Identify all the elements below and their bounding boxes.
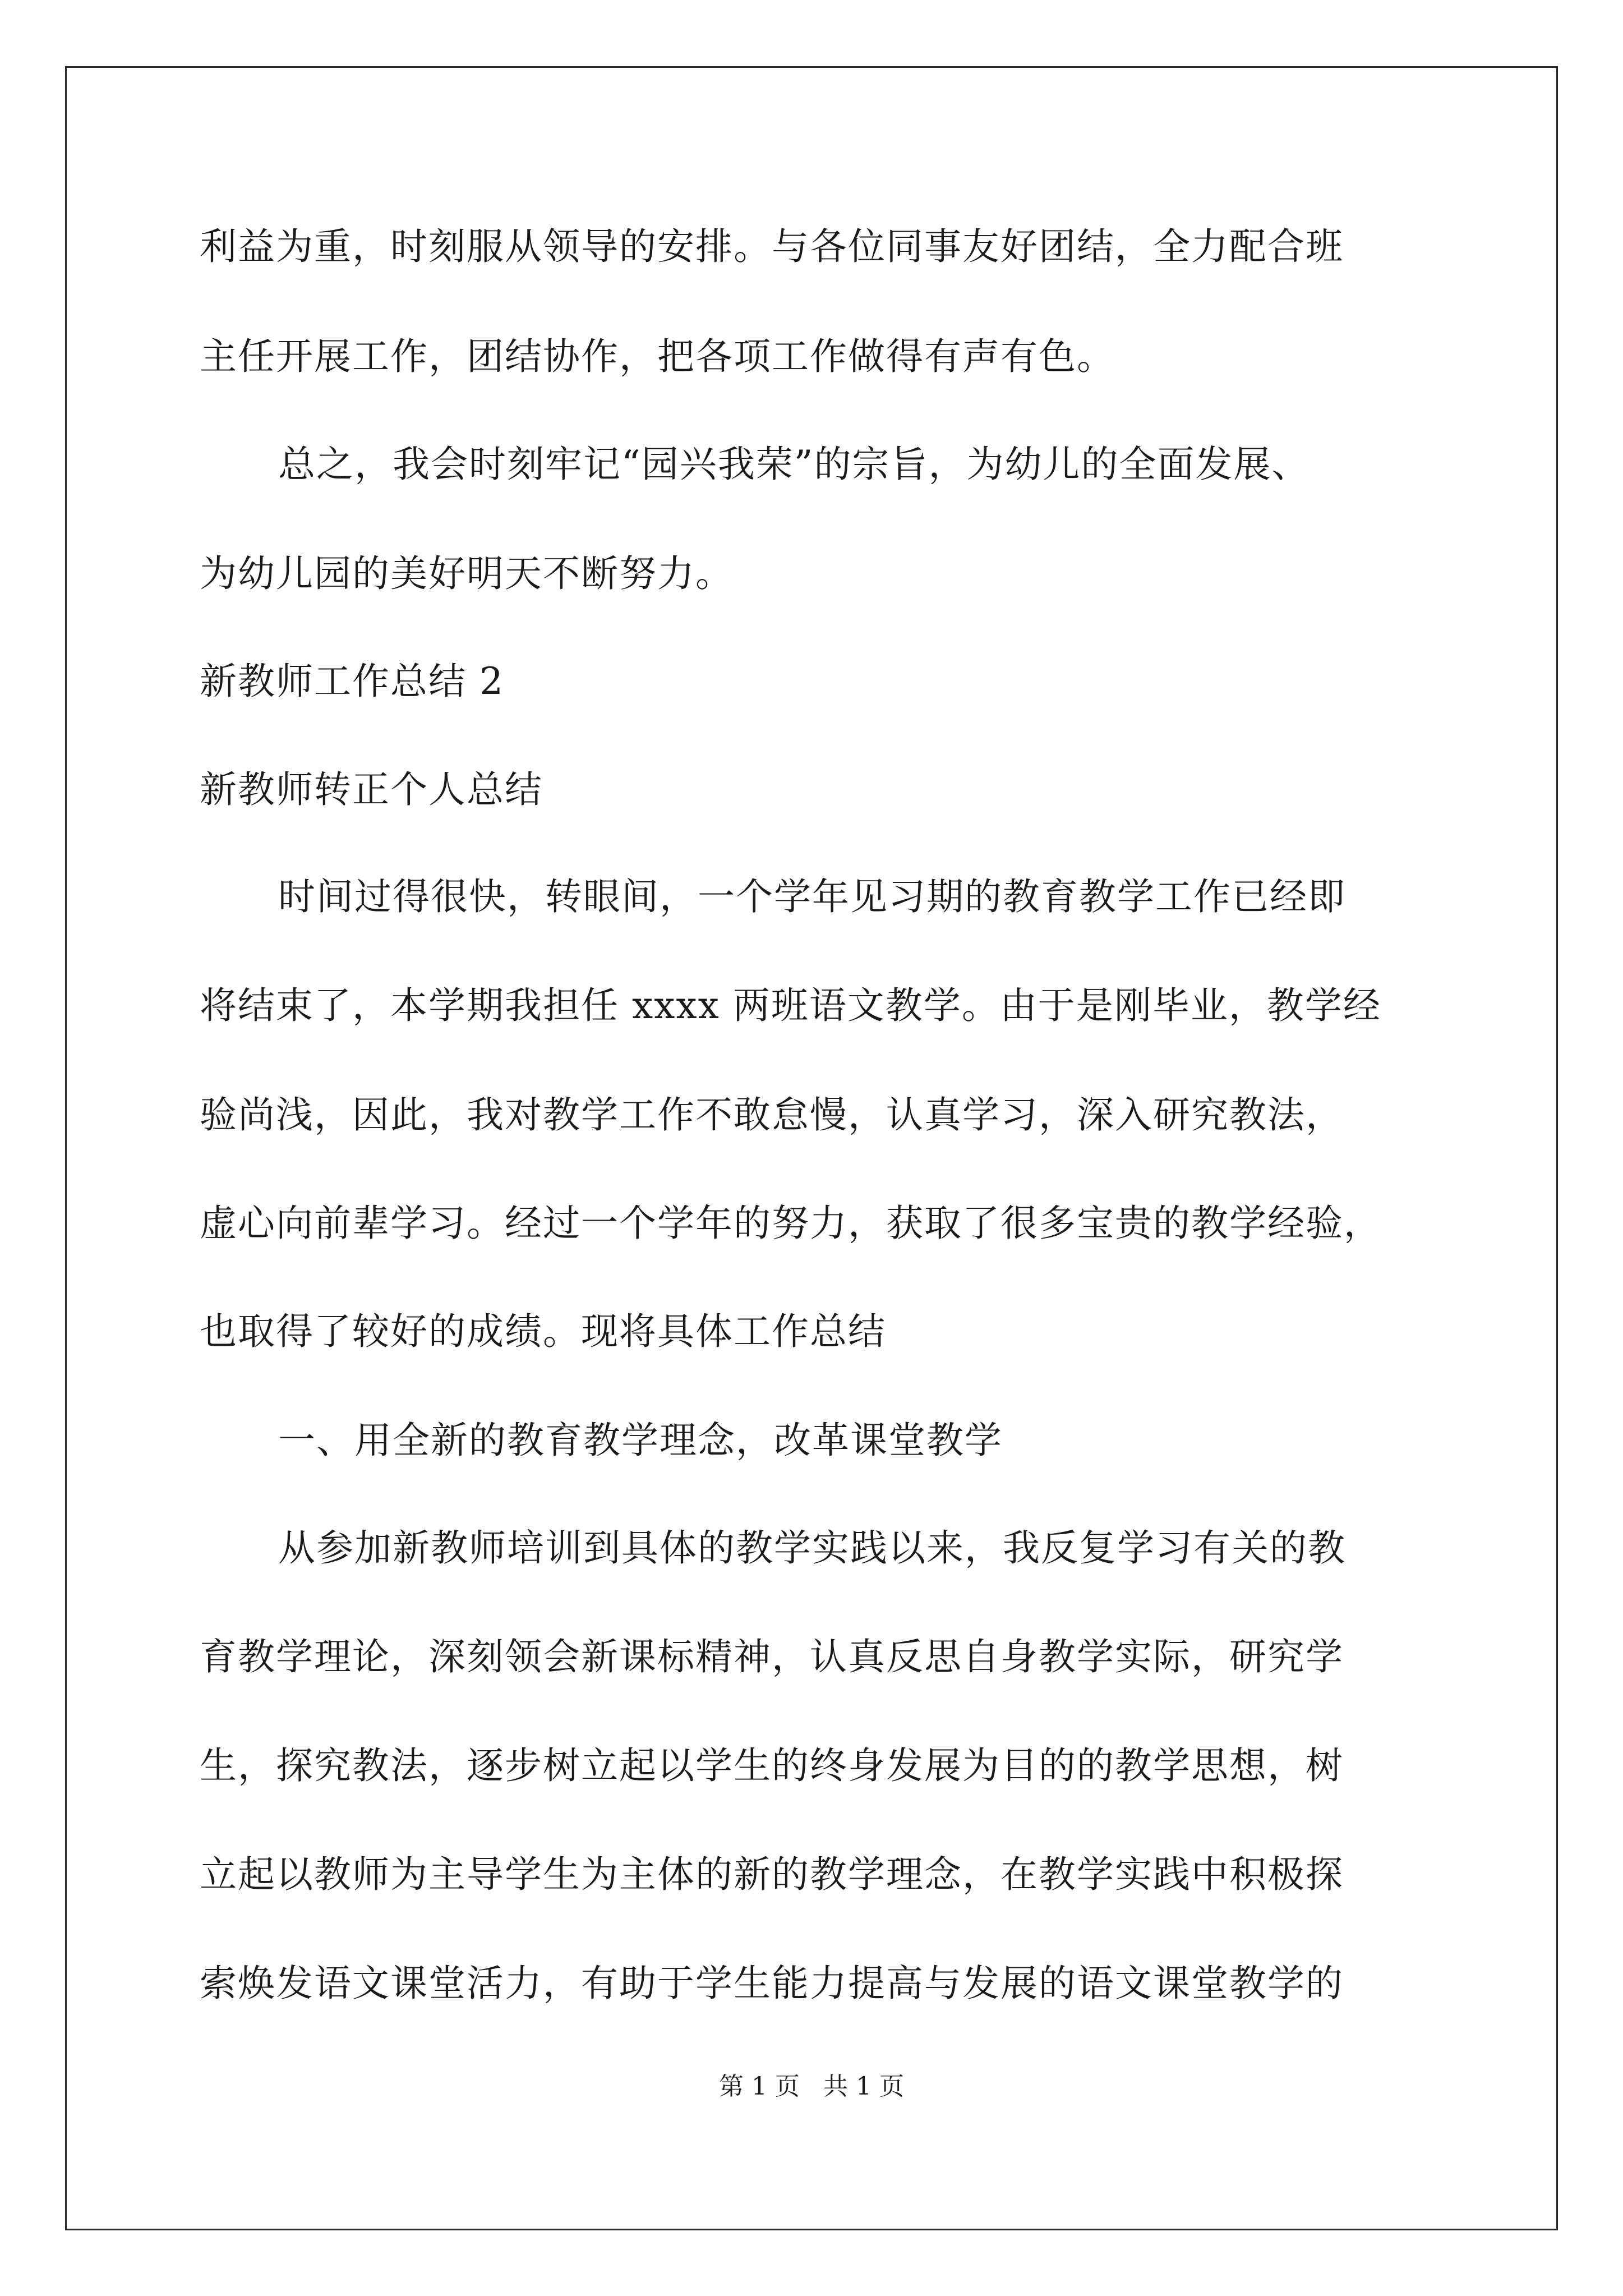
section-subheading: 新教师转正个人总结: [200, 768, 543, 811]
body-text-line: 也取得了较好的成绩。现将具体工作总结: [200, 1310, 886, 1353]
body-text-line: 育教学理论，深刻领会新课标精神，认真反思自身教学实际，研究学: [200, 1635, 1344, 1678]
body-text-line: 为幼儿园的美好明天不断努力。: [200, 552, 734, 595]
numbered-heading: 一、用全新的教育教学理念，改革课堂教学: [278, 1419, 1003, 1462]
body-text-line: 索焕发语文课堂活力，有助于学生能力提高与发展的语文课堂教学的: [200, 1962, 1344, 2005]
body-text-line: 主任开展工作，团结协作，把各项工作做得有声有色。: [200, 335, 1115, 378]
body-text-line: 从参加新教师培训到具体的教学实践以来，我反复学习有关的教: [278, 1526, 1346, 1570]
page-footer: 第 1 页 共 1 页: [719, 2072, 904, 2101]
body-text-line: 利益为重，时刻服从领导的安排。与各位同事友好团结，全力配合班: [200, 225, 1344, 268]
body-text-line: 立起以教师为主导学生为主体的新的教学理念，在教学实践中积极探: [200, 1853, 1344, 1896]
body-text-line: 将结束了，本学期我担任 xxxx 两班语文教学。由于是刚毕业，教学经: [200, 984, 1381, 1027]
body-text-line: 验尚浅，因此，我对教学工作不敢怠慢，认真学习，深入研究教法，: [200, 1093, 1344, 1137]
section-heading: 新教师工作总结 2: [200, 660, 504, 703]
body-text-line: 总之，我会时刻牢记“园兴我荣”的宗旨，为幼儿的全面发展、: [278, 443, 1310, 486]
body-text-line: 虚心向前辈学习。经过一个学年的努力，获取了很多宝贵的教学经验，: [200, 1202, 1382, 1245]
body-text-line: 生，探究教法，逐步树立起以学生的终身发展为目的的教学思想，树: [200, 1744, 1344, 1787]
body-text-line: 时间过得很快，转眼间，一个学年见习期的教育教学工作已经即: [278, 875, 1346, 918]
page-border: [65, 66, 1558, 2230]
